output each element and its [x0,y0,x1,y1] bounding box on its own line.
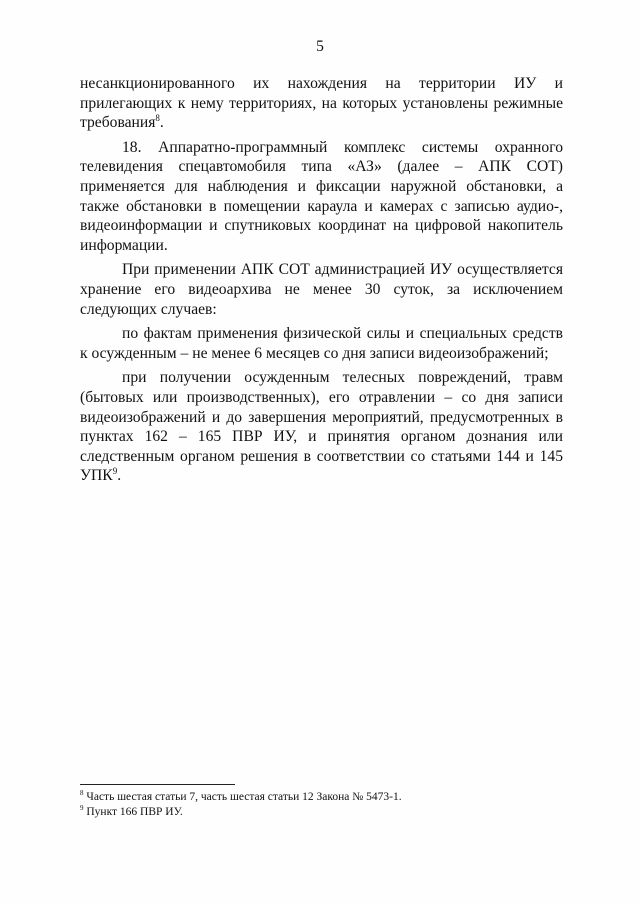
footnote-text: Пункт 166 ПВР ИУ. [83,805,183,818]
footnote-marker: 8 [80,789,84,798]
paragraph-archive-storage: При применении АПК СОТ администрацией ИУ осуществляется хранение его видеоархива не менее 30 суток, за исключением следующих случаев: [80,261,563,318]
footnote-ref-8: 8 [155,113,160,123]
footnote-9 [80,805,563,820]
paragraph-text: при получении осужденным телесных повреждений, травм (бытовых или производственных), его отравлении – со дня записи видеоизображений и до завершения мероприятий, предусмотренных в пунктах 162 – 165 ПВР ИУ, и принятия органом дознания или следственным органом решения в соответствии со статьями 144 и 145 УПК [80,369,563,485]
paragraph-case-force: по фактам применения физической силы и специальных средств к осужденным – не менее 6 месяцев со дня записи видеоизображений; [80,325,563,362]
paragraph-text: несанкционированного их нахождения на территории ИУ и прилегающих к нему территориях, на которых установлены режимные требования [80,75,563,132]
footnotes [80,784,563,819]
paragraph-end: . [117,467,122,485]
footnote-separator [80,784,235,785]
footnote-ref-9: 9 [112,466,118,477]
paragraph-item-18: 18. Аппаратно-программный комплекс системы охранного телевидения спецавтомобиля типа «АЗ» (далее – АПК СОТ) применяется для наблюдения и фиксации наружной обстановки, а также обстановки в помещении караула и камерах с записью аудио-, видеоинформации и спутниковых координат на цифровой накопитель информации. [80,138,563,254]
page-number: 5 [316,38,324,55]
paragraph-case-injury [80,368,563,486]
paragraph-continuation [80,74,563,133]
footnote-marker: 9 [80,803,84,812]
footnote-8 [80,790,563,805]
footnote-text: Часть шестая статьи 7, часть шестая статьи 12 Закона № 5473-1. [83,791,402,803]
paragraph-end: . [159,114,164,132]
body-text [80,74,563,486]
